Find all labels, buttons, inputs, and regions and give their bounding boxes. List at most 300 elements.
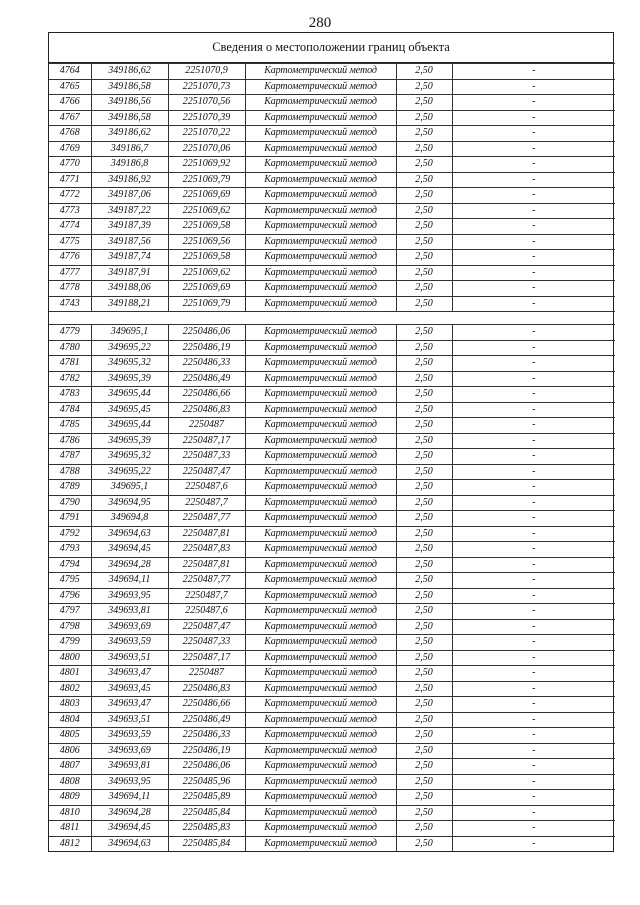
- separator-cell: [49, 312, 615, 325]
- method-cell: Картометрический метод: [245, 759, 396, 775]
- x-coordinate-cell: 349693,45: [91, 681, 168, 697]
- description-cell: -: [452, 234, 615, 250]
- method-cell: Картометрический метод: [245, 480, 396, 496]
- method-cell: Картометрический метод: [245, 172, 396, 188]
- accuracy-cell: 2,50: [396, 511, 452, 527]
- accuracy-cell: 2,50: [396, 557, 452, 573]
- accuracy-cell: 2,50: [396, 666, 452, 682]
- table-row: [49, 697, 615, 713]
- description-cell: -: [452, 110, 615, 126]
- x-coordinate-cell: 349693,59: [91, 728, 168, 744]
- accuracy-cell: 2,50: [396, 697, 452, 713]
- method-cell: Картометрический метод: [245, 790, 396, 806]
- table-row: [49, 681, 615, 697]
- x-coordinate-cell: 349694,45: [91, 542, 168, 558]
- y-coordinate-cell: 2250486,06: [168, 325, 245, 341]
- point-number-cell: 4768: [49, 126, 91, 142]
- point-number-cell: 4776: [49, 250, 91, 266]
- method-cell: Картометрический метод: [245, 402, 396, 418]
- description-cell: -: [452, 759, 615, 775]
- point-number-cell: 4811: [49, 821, 91, 837]
- table-row: [49, 836, 615, 851]
- table-row: [49, 234, 615, 250]
- point-number-cell: 4767: [49, 110, 91, 126]
- x-coordinate-cell: 349187,74: [91, 250, 168, 266]
- description-cell: -: [452, 573, 615, 589]
- point-number-cell: 4799: [49, 635, 91, 651]
- description-cell: -: [452, 836, 615, 851]
- accuracy-cell: 2,50: [396, 604, 452, 620]
- description-cell: -: [452, 588, 615, 604]
- table-row: [49, 172, 615, 188]
- table-row: [49, 402, 615, 418]
- method-cell: Картометрический метод: [245, 511, 396, 527]
- contour-separator-row: [49, 312, 615, 325]
- accuracy-cell: 2,50: [396, 418, 452, 434]
- x-coordinate-cell: 349186,62: [91, 126, 168, 142]
- x-coordinate-cell: 349188,06: [91, 281, 168, 297]
- point-number-cell: 4812: [49, 836, 91, 851]
- description-cell: -: [452, 172, 615, 188]
- method-cell: Картометрический метод: [245, 743, 396, 759]
- accuracy-cell: 2,50: [396, 64, 452, 80]
- method-cell: Картометрический метод: [245, 635, 396, 651]
- description-cell: -: [452, 219, 615, 235]
- description-cell: -: [452, 356, 615, 372]
- table-row: [49, 573, 615, 589]
- description-cell: -: [452, 64, 615, 80]
- table-row: [49, 588, 615, 604]
- method-cell: Картометрический метод: [245, 495, 396, 511]
- accuracy-cell: 2,50: [396, 281, 452, 297]
- accuracy-cell: 2,50: [396, 219, 452, 235]
- point-number-cell: 4807: [49, 759, 91, 775]
- description-cell: -: [452, 790, 615, 806]
- x-coordinate-cell: 349694,11: [91, 573, 168, 589]
- accuracy-cell: 2,50: [396, 480, 452, 496]
- table-row: [49, 340, 615, 356]
- point-number-cell: 4772: [49, 188, 91, 204]
- description-cell: -: [452, 697, 615, 713]
- description-cell: -: [452, 480, 615, 496]
- description-cell: -: [452, 95, 615, 111]
- table-row: [49, 141, 615, 157]
- x-coordinate-cell: 349694,95: [91, 495, 168, 511]
- x-coordinate-cell: 349694,28: [91, 557, 168, 573]
- accuracy-cell: 2,50: [396, 836, 452, 851]
- y-coordinate-cell: 2250487,81: [168, 526, 245, 542]
- point-number-cell: 4797: [49, 604, 91, 620]
- y-coordinate-cell: 2250485,96: [168, 774, 245, 790]
- x-coordinate-cell: 349695,32: [91, 449, 168, 465]
- table-row: [49, 759, 615, 775]
- y-coordinate-cell: 2251069,92: [168, 157, 245, 173]
- method-cell: Картометрический метод: [245, 449, 396, 465]
- point-number-cell: 4791: [49, 511, 91, 527]
- description-cell: -: [452, 464, 615, 480]
- accuracy-cell: 2,50: [396, 110, 452, 126]
- x-coordinate-cell: 349187,22: [91, 203, 168, 219]
- method-cell: Картометрический метод: [245, 728, 396, 744]
- accuracy-cell: 2,50: [396, 759, 452, 775]
- method-cell: Картометрический метод: [245, 604, 396, 620]
- method-cell: Картометрический метод: [245, 712, 396, 728]
- description-cell: -: [452, 821, 615, 837]
- point-number-cell: 4800: [49, 650, 91, 666]
- method-cell: Картометрический метод: [245, 371, 396, 387]
- y-coordinate-cell: 2251069,69: [168, 188, 245, 204]
- accuracy-cell: 2,50: [396, 790, 452, 806]
- x-coordinate-cell: 349695,44: [91, 387, 168, 403]
- y-coordinate-cell: 2251069,58: [168, 250, 245, 266]
- table-row: [49, 790, 615, 806]
- point-number-cell: 4801: [49, 666, 91, 682]
- x-coordinate-cell: 349695,45: [91, 402, 168, 418]
- accuracy-cell: 2,50: [396, 325, 452, 341]
- accuracy-cell: 2,50: [396, 250, 452, 266]
- description-cell: -: [452, 250, 615, 266]
- point-number-cell: 4783: [49, 387, 91, 403]
- y-coordinate-cell: 2251070,22: [168, 126, 245, 142]
- y-coordinate-cell: 2250487: [168, 666, 245, 682]
- x-coordinate-cell: 349693,51: [91, 650, 168, 666]
- description-cell: -: [452, 542, 615, 558]
- description-cell: -: [452, 526, 615, 542]
- x-coordinate-cell: 349187,91: [91, 265, 168, 281]
- point-number-cell: 4810: [49, 805, 91, 821]
- table-row: [49, 511, 615, 527]
- method-cell: Картометрический метод: [245, 325, 396, 341]
- method-cell: Картометрический метод: [245, 619, 396, 635]
- accuracy-cell: 2,50: [396, 588, 452, 604]
- x-coordinate-cell: 349186,92: [91, 172, 168, 188]
- table-row: [49, 387, 615, 403]
- table-title: Сведения о местоположении границ объекта: [49, 33, 613, 63]
- x-coordinate-cell: 349693,51: [91, 712, 168, 728]
- point-number-cell: 4806: [49, 743, 91, 759]
- x-coordinate-cell: 349695,39: [91, 371, 168, 387]
- y-coordinate-cell: 2251070,06: [168, 141, 245, 157]
- accuracy-cell: 2,50: [396, 234, 452, 250]
- x-coordinate-cell: 349694,28: [91, 805, 168, 821]
- y-coordinate-cell: 2250485,84: [168, 805, 245, 821]
- description-cell: -: [452, 387, 615, 403]
- x-coordinate-cell: 349186,7: [91, 141, 168, 157]
- table-row: [49, 126, 615, 142]
- method-cell: Картометрический метод: [245, 95, 396, 111]
- description-cell: -: [452, 126, 615, 142]
- accuracy-cell: 2,50: [396, 712, 452, 728]
- accuracy-cell: 2,50: [396, 573, 452, 589]
- description-cell: -: [452, 418, 615, 434]
- y-coordinate-cell: 2250487,77: [168, 511, 245, 527]
- x-coordinate-cell: 349694,11: [91, 790, 168, 806]
- x-coordinate-cell: 349695,1: [91, 325, 168, 341]
- method-cell: Картометрический метод: [245, 588, 396, 604]
- table-row: [49, 371, 615, 387]
- description-cell: -: [452, 141, 615, 157]
- y-coordinate-cell: 2250487,33: [168, 635, 245, 651]
- method-cell: Картометрический метод: [245, 79, 396, 95]
- point-number-cell: 4794: [49, 557, 91, 573]
- description-cell: -: [452, 433, 615, 449]
- table-row: [49, 743, 615, 759]
- accuracy-cell: 2,50: [396, 449, 452, 465]
- method-cell: Картометрический метод: [245, 110, 396, 126]
- method-cell: Картометрический метод: [245, 356, 396, 372]
- accuracy-cell: 2,50: [396, 526, 452, 542]
- boundary-table-frame: [48, 32, 614, 852]
- table-row: [49, 250, 615, 266]
- y-coordinate-cell: 2250487,7: [168, 588, 245, 604]
- point-number-cell: 4770: [49, 157, 91, 173]
- point-number-cell: 4743: [49, 296, 91, 312]
- x-coordinate-cell: 349693,95: [91, 774, 168, 790]
- description-cell: -: [452, 495, 615, 511]
- table-row: [49, 79, 615, 95]
- y-coordinate-cell: 2251070,39: [168, 110, 245, 126]
- method-cell: Картометрический метод: [245, 234, 396, 250]
- table-row: [49, 526, 615, 542]
- x-coordinate-cell: 349694,63: [91, 836, 168, 851]
- x-coordinate-cell: 349695,22: [91, 464, 168, 480]
- table-row: [49, 464, 615, 480]
- accuracy-cell: 2,50: [396, 157, 452, 173]
- table-row: [49, 449, 615, 465]
- method-cell: Картометрический метод: [245, 265, 396, 281]
- accuracy-cell: 2,50: [396, 433, 452, 449]
- table-row: [49, 356, 615, 372]
- y-coordinate-cell: 2250487,6: [168, 604, 245, 620]
- table-row: [49, 650, 615, 666]
- point-number-cell: 4804: [49, 712, 91, 728]
- table-row: [49, 774, 615, 790]
- table-row: [49, 635, 615, 651]
- table-row: [49, 418, 615, 434]
- y-coordinate-cell: 2250486,33: [168, 728, 245, 744]
- y-coordinate-cell: 2251069,79: [168, 172, 245, 188]
- description-cell: -: [452, 743, 615, 759]
- page-number: 280: [308, 15, 332, 31]
- x-coordinate-cell: 349693,47: [91, 666, 168, 682]
- point-number-cell: 4792: [49, 526, 91, 542]
- description-cell: -: [452, 728, 615, 744]
- point-number-cell: 4789: [49, 480, 91, 496]
- x-coordinate-cell: 349186,8: [91, 157, 168, 173]
- method-cell: Картометрический метод: [245, 418, 396, 434]
- y-coordinate-cell: 2250487,77: [168, 573, 245, 589]
- accuracy-cell: 2,50: [396, 141, 452, 157]
- table-row: [49, 296, 615, 312]
- accuracy-cell: 2,50: [396, 650, 452, 666]
- point-number-cell: 4777: [49, 265, 91, 281]
- description-cell: -: [452, 340, 615, 356]
- x-coordinate-cell: 349693,81: [91, 604, 168, 620]
- point-number-cell: 4779: [49, 325, 91, 341]
- table-row: [49, 480, 615, 496]
- x-coordinate-cell: 349695,1: [91, 480, 168, 496]
- description-cell: -: [452, 805, 615, 821]
- x-coordinate-cell: 349693,47: [91, 697, 168, 713]
- point-number-cell: 4780: [49, 340, 91, 356]
- table-row: [49, 64, 615, 80]
- x-coordinate-cell: 349693,95: [91, 588, 168, 604]
- table-row: [49, 666, 615, 682]
- method-cell: Картометрический метод: [245, 433, 396, 449]
- description-cell: -: [452, 402, 615, 418]
- x-coordinate-cell: 349693,81: [91, 759, 168, 775]
- point-number-cell: 4803: [49, 697, 91, 713]
- point-number-cell: 4788: [49, 464, 91, 480]
- x-coordinate-cell: 349695,39: [91, 433, 168, 449]
- method-cell: Картометрический метод: [245, 203, 396, 219]
- x-coordinate-cell: 349693,69: [91, 619, 168, 635]
- description-cell: -: [452, 604, 615, 620]
- x-coordinate-cell: 349186,58: [91, 110, 168, 126]
- description-cell: -: [452, 557, 615, 573]
- y-coordinate-cell: 2250486,83: [168, 402, 245, 418]
- y-coordinate-cell: 2251069,62: [168, 203, 245, 219]
- description-cell: -: [452, 681, 615, 697]
- accuracy-cell: 2,50: [396, 265, 452, 281]
- table-body: [49, 64, 615, 852]
- description-cell: -: [452, 449, 615, 465]
- description-cell: -: [452, 157, 615, 173]
- accuracy-cell: 2,50: [396, 188, 452, 204]
- table-row: [49, 557, 615, 573]
- table-row: [49, 495, 615, 511]
- table-row: [49, 821, 615, 837]
- description-cell: -: [452, 619, 615, 635]
- point-number-cell: 4769: [49, 141, 91, 157]
- accuracy-cell: 2,50: [396, 464, 452, 480]
- point-number-cell: 4785: [49, 418, 91, 434]
- point-number-cell: 4764: [49, 64, 91, 80]
- point-number-cell: 4766: [49, 95, 91, 111]
- point-number-cell: 4786: [49, 433, 91, 449]
- description-cell: -: [452, 188, 615, 204]
- y-coordinate-cell: 2251070,73: [168, 79, 245, 95]
- method-cell: Картометрический метод: [245, 821, 396, 837]
- description-cell: -: [452, 79, 615, 95]
- method-cell: Картометрический метод: [245, 340, 396, 356]
- method-cell: Картометрический метод: [245, 526, 396, 542]
- point-number-cell: 4778: [49, 281, 91, 297]
- point-number-cell: 4784: [49, 402, 91, 418]
- x-coordinate-cell: 349695,44: [91, 418, 168, 434]
- point-number-cell: 4775: [49, 234, 91, 250]
- y-coordinate-cell: 2250486,66: [168, 697, 245, 713]
- description-cell: -: [452, 371, 615, 387]
- table-row: [49, 433, 615, 449]
- x-coordinate-cell: 349695,32: [91, 356, 168, 372]
- method-cell: Картометрический метод: [245, 697, 396, 713]
- x-coordinate-cell: 349186,58: [91, 79, 168, 95]
- description-cell: -: [452, 281, 615, 297]
- y-coordinate-cell: 2250487: [168, 418, 245, 434]
- accuracy-cell: 2,50: [396, 172, 452, 188]
- point-number-cell: 4787: [49, 449, 91, 465]
- x-coordinate-cell: 349187,56: [91, 234, 168, 250]
- method-cell: Картометрический метод: [245, 157, 396, 173]
- y-coordinate-cell: 2250486,49: [168, 712, 245, 728]
- point-number-cell: 4796: [49, 588, 91, 604]
- accuracy-cell: 2,50: [396, 619, 452, 635]
- point-number-cell: 4808: [49, 774, 91, 790]
- x-coordinate-cell: 349694,45: [91, 821, 168, 837]
- accuracy-cell: 2,50: [396, 495, 452, 511]
- description-cell: -: [452, 635, 615, 651]
- y-coordinate-cell: 2251070,56: [168, 95, 245, 111]
- y-coordinate-cell: 2250486,66: [168, 387, 245, 403]
- description-cell: -: [452, 666, 615, 682]
- table-row: [49, 728, 615, 744]
- accuracy-cell: 2,50: [396, 805, 452, 821]
- method-cell: Картометрический метод: [245, 126, 396, 142]
- x-coordinate-cell: 349186,62: [91, 64, 168, 80]
- y-coordinate-cell: 2250487,83: [168, 542, 245, 558]
- description-cell: -: [452, 511, 615, 527]
- table-row: [49, 188, 615, 204]
- method-cell: Картометрический метод: [245, 681, 396, 697]
- method-cell: Картометрический метод: [245, 557, 396, 573]
- table-row: [49, 325, 615, 341]
- y-coordinate-cell: 2250487,17: [168, 650, 245, 666]
- y-coordinate-cell: 2251069,56: [168, 234, 245, 250]
- point-number-cell: 4765: [49, 79, 91, 95]
- method-cell: Картометрический метод: [245, 464, 396, 480]
- y-coordinate-cell: 2250487,7: [168, 495, 245, 511]
- method-cell: Картометрический метод: [245, 836, 396, 851]
- x-coordinate-cell: 349695,22: [91, 340, 168, 356]
- method-cell: Картометрический метод: [245, 774, 396, 790]
- x-coordinate-cell: 349188,21: [91, 296, 168, 312]
- y-coordinate-cell: 2250486,06: [168, 759, 245, 775]
- point-number-cell: 4771: [49, 172, 91, 188]
- y-coordinate-cell: 2250485,84: [168, 836, 245, 851]
- description-cell: -: [452, 774, 615, 790]
- table-row: [49, 157, 615, 173]
- method-cell: Картометрический метод: [245, 281, 396, 297]
- method-cell: Картометрический метод: [245, 219, 396, 235]
- table-row: [49, 203, 615, 219]
- point-number-cell: 4782: [49, 371, 91, 387]
- accuracy-cell: 2,50: [396, 821, 452, 837]
- boundary-points-table: [49, 63, 615, 851]
- accuracy-cell: 2,50: [396, 371, 452, 387]
- y-coordinate-cell: 2250486,49: [168, 371, 245, 387]
- x-coordinate-cell: 349694,63: [91, 526, 168, 542]
- table-row: [49, 712, 615, 728]
- accuracy-cell: 2,50: [396, 356, 452, 372]
- y-coordinate-cell: 2251069,79: [168, 296, 245, 312]
- table-row: [49, 281, 615, 297]
- y-coordinate-cell: 2250486,19: [168, 743, 245, 759]
- point-number-cell: 4809: [49, 790, 91, 806]
- point-number-cell: 4774: [49, 219, 91, 235]
- y-coordinate-cell: 2251069,58: [168, 219, 245, 235]
- accuracy-cell: 2,50: [396, 402, 452, 418]
- description-cell: -: [452, 203, 615, 219]
- method-cell: Картометрический метод: [245, 542, 396, 558]
- x-coordinate-cell: 349187,39: [91, 219, 168, 235]
- table-row: [49, 619, 615, 635]
- y-coordinate-cell: 2250487,17: [168, 433, 245, 449]
- x-coordinate-cell: 349693,69: [91, 743, 168, 759]
- accuracy-cell: 2,50: [396, 79, 452, 95]
- y-coordinate-cell: 2250485,83: [168, 821, 245, 837]
- x-coordinate-cell: 349187,06: [91, 188, 168, 204]
